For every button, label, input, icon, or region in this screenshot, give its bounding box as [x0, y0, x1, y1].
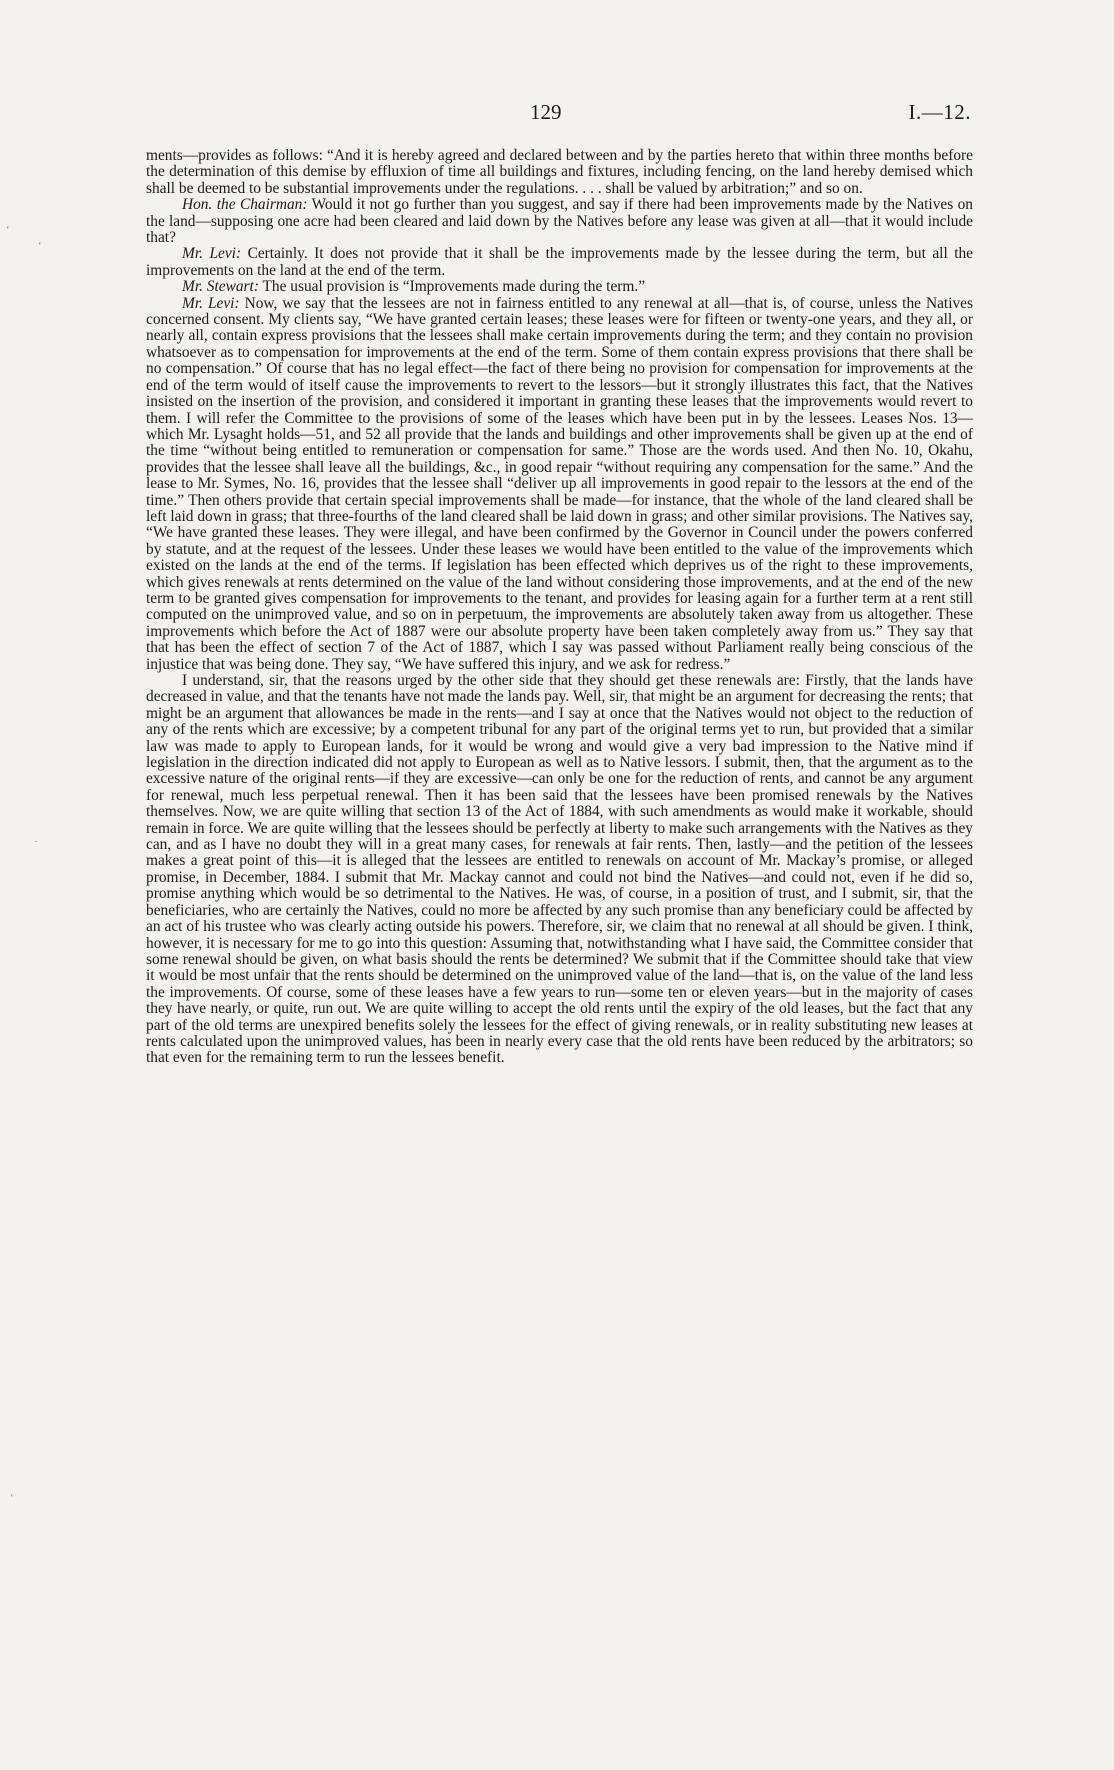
paragraph-text: Now, we say that the lessees are not in fairness entitled to any renewal at all—that is, of course, unless the Natives concerned consent. My clients say, “We have granted certain leases; these leases were for fifteen or twenty-one years, and they all, or nearly all, contain express provisions that the lessees shall make certain improvements during the term; and they contain no provision whatsoever as to compensation for improvements at the end of the term. Some of them contain express provisions that there shall be no compensation.” Of course that has no legal effect—the fact of there being no provision for compensation for improvements at the end of the term would of itself cause the improvements to revert to the lessors—but it strongly illustrates this fact, that the Natives insisted on the insertion of the provision, and considered it important in granting these leases that the improvements would revert to them. I will refer the Committee to the provisions of some of the leases which have been put in by the lessees. Leases Nos. 13—which Mr. Lysaght holds—51, and 52 all provide that the lands and buildings and other improvements shall be given up at the end of the time “without being entitled to remuneration or compensation for same.” Those are the words used. And then No. 10, Okahu, provides that the lessee shall leave all the buildings, &c., in good repair “without requiring any compensation for the same.” And the lease to Mr. Symes, No. 16, provides that the lessee shall “deliver up all improvements in good repair to the lessors at the end of the time.” Then others provide that certain special improvements shall be made—for instance, that the whole of the land cleared shall be left laid down in grass; that three-fourths of the land cleared shall be laid down in grass; and other similar provisions. The Natives say, “We have granted these leases. They were illegal, and have been confirmed by the Governor in Council under the powers conferred by statute, and at the request of the lessees. Under these leases we would have been entitled to the value of the improvements which existed on the lands at the end of the terms. If legislation has been effected which deprives us of the right to these improvements, which gives renewals at rents determined on the value of the land without considering those improvements, and at the end of the new term to be granted gives compensation for improvements to the tenant, and provides for leasing again for a further term at a rent still computed on the unimproved value, and so on in perpetuum, the improvements are absolutely taken away from us altogether. These improvements which before the Act of 1887 were our absolute property have been taken completely away from us.” They say that that has been the effect of section 7 of the Act of 1887, which I say was passed without Parliament really being conscious of the injustice that was being done. They say, “We have suffered this injury, and we ask for redress.” [146, 294, 973, 673]
paragraph-text: I understand, sir, that the reasons urged by the other side that they should get these renewals are: Firstly, that the lands have decreased in value, and that the tenants have not made the lands pay. Well, sir, that might be an argument for decreasing the rents; that might be an argument that allowances be made in the rents—and I say at once that the Natives would not object to the reduction of any of the rents which are excessive; by a competent tribunal for any part of the original terms yet to run, but provided that a similar law was made to apply to European lands, for it would be wrong and would give a very bad impression to the Native mind if legislation in the direction indicated did not apply to European as well as to Native lessors. I submit, then, that the argument as to the excessive nature of the original rents—if they are excessive—can only be one for the reduction of rents, and cannot be any argument for renewal, much less perpetual renewal. Then it has been said that the lessees have been promised renewals by the Natives themselves. Now, we are quite willing that section 13 of the Act of 1884, with such amendments as would make it workable, should remain in force. We are quite willing that the lessees should be perfectly at liberty to make such arrangements with the Natives as they can, and as I have no doubt they will in a great many cases, for renewals at fair rents. Then, lastly—and the petition of the lessees makes a great point of this—it is alleged that the lessees are entitled to renewals on account of Mr. Mackay’s promise, or alleged promise, in December, 1884. I submit that Mr. Mackay cannot and could not bind the Natives—and could not, even if he did so, promise anything which would be so detrimental to the Natives. He was, of course, in a position of trust, and I submit, sir, that the beneficiaries, who are certainly the Natives, could no more be affected by any such promise than any beneficiary could be affected by an act of his trustee who was clearly acting outside his powers. Therefore, sir, we claim that no renewal at all should be given. I think, however, it is necessary for me to go into this question: Assuming that, notwithstanding what I have said, the Committee consider that some renewal should be given, on what basis should the rents be determined? We submit that if the Committee should take that view it would be most unfair that the rents should be determined on the unimproved value of the land—that is, on the value of the land less the improvements. Of course, some of these leases have a few years to run—some ten or eleven years—but in the majority of cases they have nearly, or quite, run out. We are quite willing to accept the old rents until the expiry of the old leases, but the fact that any part of the old terms are unexpired benefits solely the lessees for the effect of giving renewals, or in reality substituting new leases at rents calculated upon the unimproved values, has been in nearly every case that the old rents have been reduced by the arbitrators; so that even for the remaining term to run the lessees benefit. [146, 672, 973, 1067]
speaker-name: Mr. Levi: [182, 294, 240, 312]
paragraph-text: The usual provision is “Improvements made during the term.” [258, 278, 646, 296]
paragraph [146, 279, 973, 295]
paragraph [146, 246, 973, 279]
paragraph [146, 197, 973, 246]
paragraph [146, 673, 973, 1067]
margin-mark: ‘ [38, 240, 42, 252]
margin-mark: · [34, 836, 38, 848]
body-text [146, 148, 973, 1067]
document-reference: I.—12. [908, 100, 971, 124]
page-header [0, 100, 1114, 130]
speaker-name: Mr. Levi: [182, 245, 242, 263]
paragraph [146, 296, 973, 673]
margin-mark: ‘ [10, 1492, 14, 1504]
paragraph-text: Certainly. It does not provide that it shall be the improvements made by the lessee during the term, but all the improvements on the land at the end of the term. [146, 245, 974, 279]
speaker-name: Hon. the Chairman: [182, 196, 308, 214]
paragraph [146, 148, 973, 197]
margin-mark: ‘ [6, 224, 10, 236]
speaker-name: Mr. Stewart: [182, 278, 259, 296]
paragraph-text: Would it not go further than you suggest, and say if there had been improvements made by the Natives on the land—supposing one acre had been cleared and laid down by the Natives before any lease was given at all—that it would include that? [146, 196, 973, 247]
paragraph-text: ments—provides as follows: “And it is hereby agreed and declared between and by the parties hereto that within three months before the determination of this demise by effluxion of time all buildings and fixtures, including fencing, on the land hereby demised which shall be deemed to be substantial improvements under the regulations. . . . shall be valued by arbitration;” and so on. [146, 147, 973, 197]
page-number: 129 [530, 100, 562, 124]
